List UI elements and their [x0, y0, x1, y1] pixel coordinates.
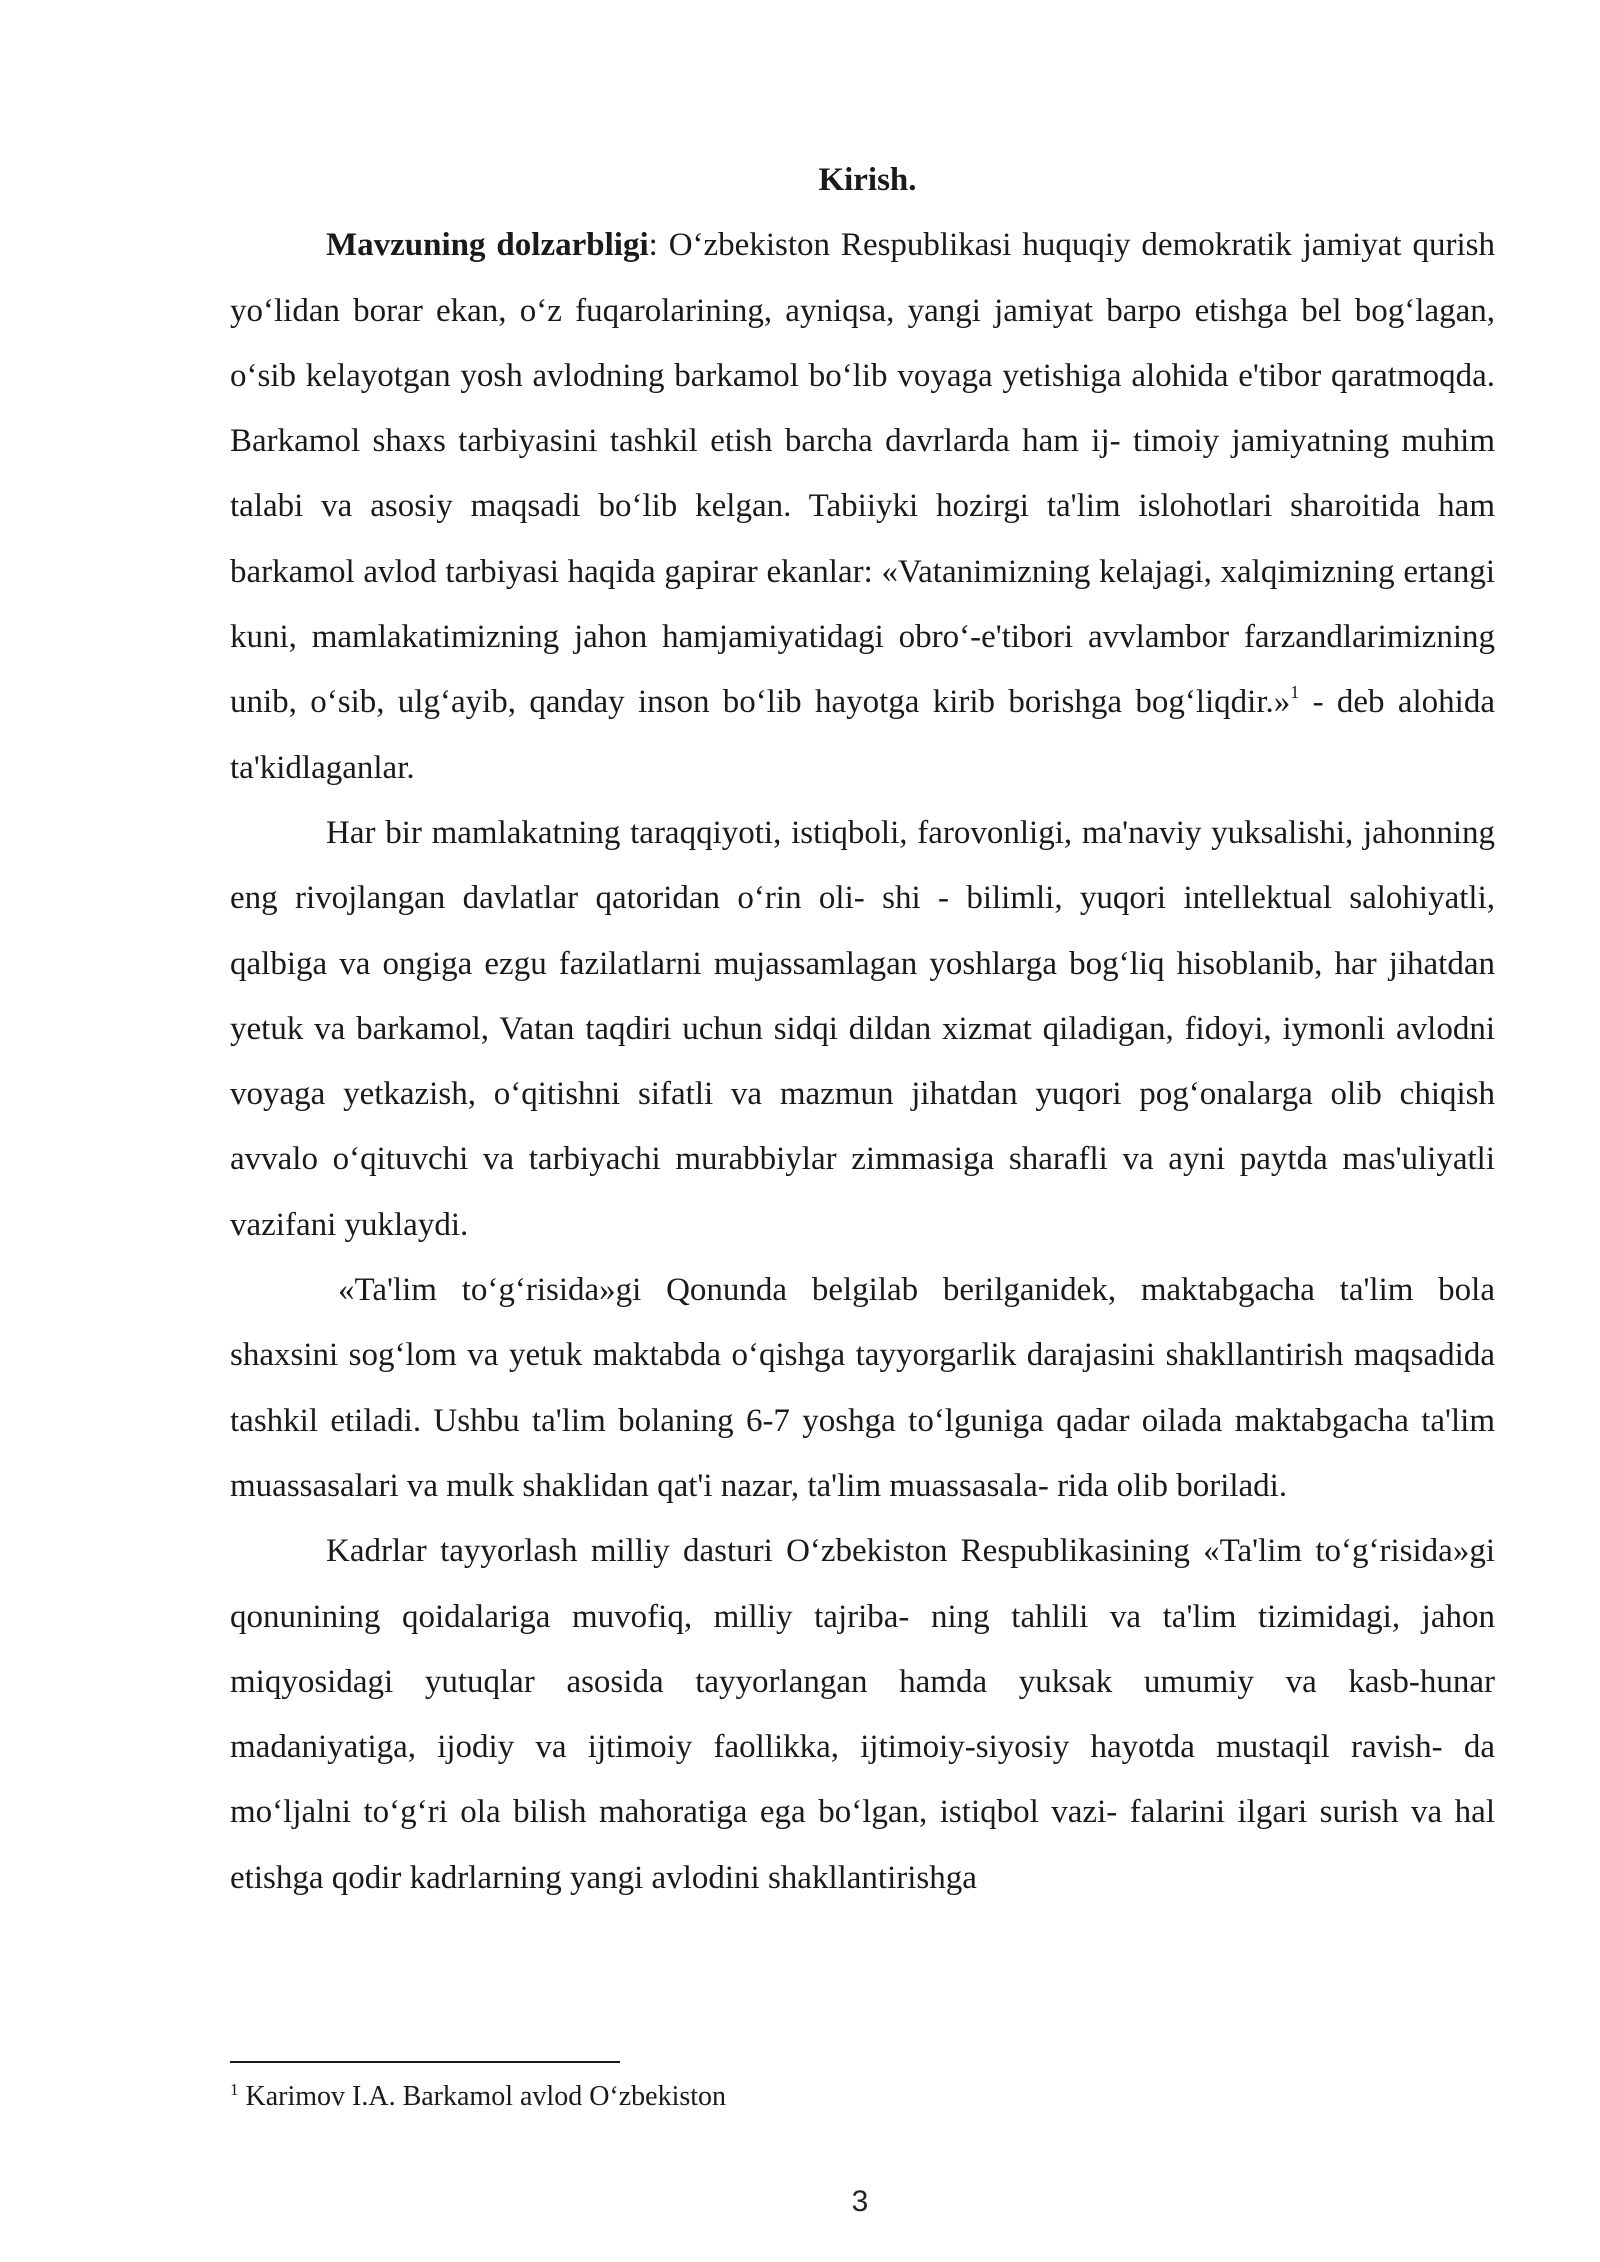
paragraph-development: Har bir mamlakatning taraqqiyoti, istiqboli, farovonligi, ma'naviy yuksalishi, jahonning eng rivojlangan davlatlar qatoridan o‘rin oli- shi - bilimli, yuqori intellektual salohiyatli, qalbiga va ongiga ezgu fazilatlarni mujassamlagan yoshlarga bog‘liq hisoblanib, har jihatdan yetuk va barkamol, Vatan taqdiri uchun sidqi dildan xizmat qiladigan, fidoyi, iymonli avlodni voyaga yetkazish, o‘qitishni sifatli va mazmun jihatdan yuqori pog‘onalarga olib chiqish avvalo o‘qituvchi va tarbiyachi murabbiylar zimmasiga sharafli va ayni paytda mas'uliyatli vazifani yuklaydi. [230, 814, 1495, 1243]
paragraph-relevance [230, 213, 1495, 801]
paragraph-education-law: «Ta'lim to‘g‘risida»gi Qonunda belgilab berilganidek, maktabgacha ta'lim bola shaxsini sog‘lom va yetuk maktabda o‘qishga tayyorgarlik darajasini shakllantirish maqsadida tashkil etiladi. Ushbu ta'lim bolaning 6-7 yoshga to‘lguniga qadar oilada maktabgacha ta'lim muassasalari va mulk shaklidan qat'i nazar, ta'lim muassasala- rida olib boriladi. [230, 1272, 1495, 1504]
footnote [230, 2080, 726, 2114]
relevance-separator: : [648, 227, 669, 264]
page-number: 3 [851, 2185, 869, 2218]
page-body [230, 148, 1495, 1911]
relevance-text: O‘zbekiston Respublikasi huquqiy demokratik jamiyat qurish yo‘lidan borar ekan, o‘z fuqarolarining, ayniqsa, yangi jamiyat barpo etishga bel bog‘lagan, o‘sib kelayotgan yosh avlodning barkamol bo‘lib voyaga yetishiga alohida e'tibor qaratmoqda. Barkamol shaxs tarbiyasini tashkil etish barcha davrlarda ham ij- timoiy jamiyatning muhim talabi va asosiy maqsadi bo‘lib kelgan. Tabiiyki hozirgi ta'lim islohotlari sharoitida ham barkamol avlod tarbiyasi haqida gapirar ekanlar: «Vatanimizning kelajagi, xalqimizning ertangi kuni, mamlakatimizning jahon hamjamiyatidagi obro‘-e'tibori avvlambor farzandlarimizning unib, o‘sib, ulg‘ayib, qanday inson bo‘lib hayotga kirib borishga bog‘liqdir.» [230, 227, 1496, 721]
footnote-reference[interactable]: 1 [1290, 682, 1300, 703]
footnote-text: Karimov I.A. Barkamol avlod O‘zbekiston [238, 2081, 727, 2112]
relevance-heading: Mavzuning dolzarbligi [326, 227, 649, 264]
relevance-text-end: - deb alohida ta'kidlaganlar. [230, 684, 1495, 786]
section-title: Kirish. [818, 162, 917, 198]
footnote-marker: 1 [230, 2080, 239, 2099]
footnote-separator [230, 2061, 620, 2063]
paragraph-personnel-program: Kadrlar tayyorlash milliy dasturi O‘zbekiston Respublikasining «Ta'lim to‘g‘risida»gi qonunining qoidalariga muvofiq, milliy tajriba- ning tahlili va ta'lim tizimidagi, jahon miqyosidagi yutuqlar asosida tayyorlangan hamda yuksak umumiy va kasb-hunar madaniyatiga, ijodiy va ijtimoiy faollikka, ijtimoiy-siyosiy hayotda mustaqil ravish- da mo‘ljalni to‘g‘ri ola bilish mahoratiga ega bo‘lgan, istiqbol vazi- falarini ilgari surish va hal etishga qodir kadrlarning yangi avlodini shakllantirishga [230, 1533, 1495, 1896]
